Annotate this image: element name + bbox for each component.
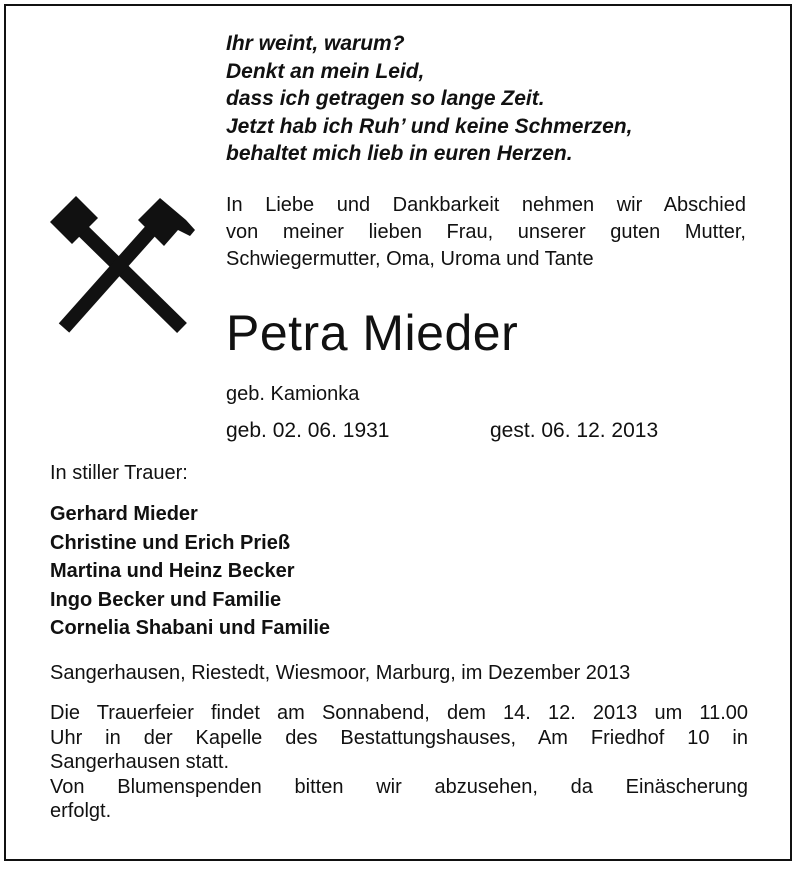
mourner-name: Christine und Erich Prieß [50,531,291,554]
mourner-name: Martina und Heinz Becker [50,560,295,582]
deceased-name: Petra Mieder [226,305,519,361]
poem-line: behaltet mich lieb in euren Herzen. [226,142,573,165]
poem-line: Ihr weint, warum? [226,32,405,55]
mourner-name: Cornelia Shabani und Familie [50,617,331,639]
mourner-name: Ingo Becker und Familie [50,588,282,611]
memorial-poem [226,30,632,168]
poem-line: dass ich getragen so lange Zeit. [226,87,545,110]
maiden-name: geb. Kamionka [226,383,360,405]
crossed-hammers-icon [50,190,196,336]
intro-line: Schwiegermutter, Oma, Uroma und Tante [226,248,594,270]
info-line: Sangerhausen statt. [50,751,230,773]
funeral-info [50,701,748,824]
intro-text [226,192,746,273]
place-and-date: Sangerhausen, Riestedt, Wiesmoor, Marburg, im Dezember 2013 [50,662,631,684]
intro-line: In Liebe und Dankbarkeit nehmen wir Abschied [226,194,746,216]
mourning-label: In stiller Trauer: [50,462,188,484]
death-date: gest. 06. 12. 2013 [490,419,659,442]
mourners-list [50,500,330,643]
mourner-name: Gerhard Mieder [50,503,198,525]
poem-line: Jetzt hab ich Ruh’ und keine Schmerzen, [226,114,633,138]
birth-date: geb. 02. 06. 1931 [226,419,390,442]
intro-line: von meiner lieben Frau, unserer guten Mutter, [226,221,746,243]
info-line: Uhr in der Kapelle des Bestattungshauses, Am Friedhof 10 in [50,726,748,749]
info-line: Die Trauerfeier findet am Sonnabend, dem 14. 12. 2013 um 11.00 [50,702,748,724]
info-line: Von Blumenspenden bitten wir abzusehen, da Einäscherung [50,775,748,798]
poem-line: Denkt an mein Leid, [226,59,425,83]
info-line: erfolgt. [50,800,112,822]
